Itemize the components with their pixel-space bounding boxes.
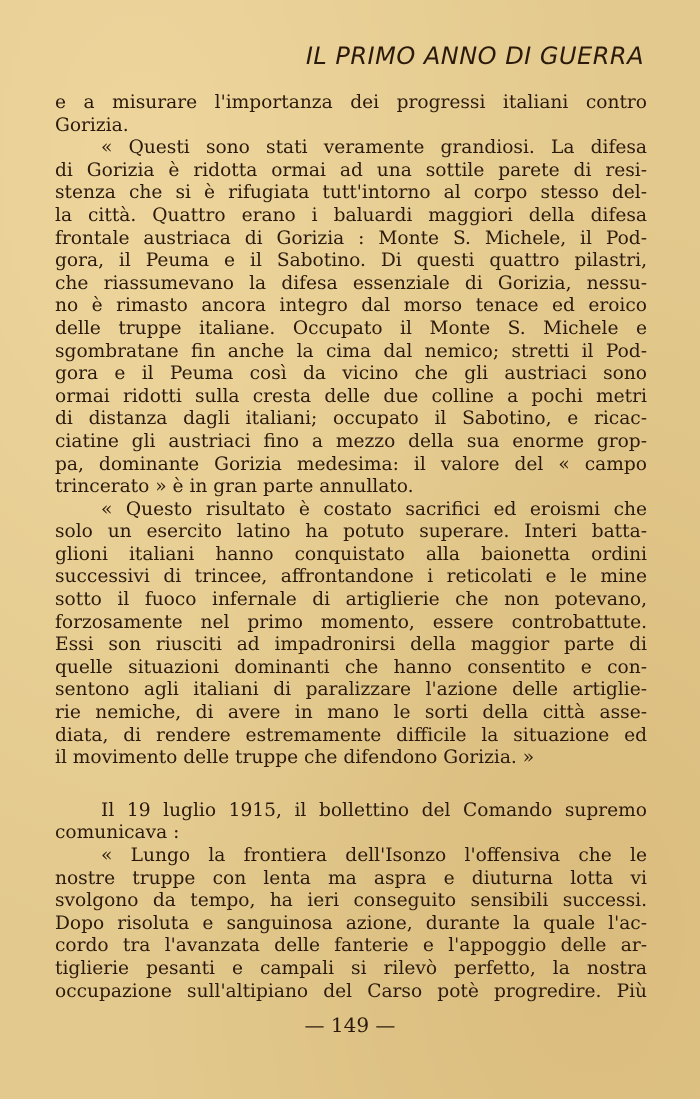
text-line: Essi son riusciti ad impadronirsi della maggior parte di — [55, 634, 647, 656]
text-line: tiglierie pesanti e campali si rilevò perfetto, la nostra — [55, 957, 647, 979]
text-line: solo un esercito latino ha potuto superare. Interi batta- — [55, 521, 647, 543]
running-header: IL PRIMO ANNO DI GUERRA — [305, 42, 644, 70]
text-line: glioni italiani hanno conquistato alla baionetta ordini — [55, 543, 647, 565]
text-line: di Gorizia è ridotta ormai ad una sottile parete di resi- — [55, 159, 647, 181]
text-line: svolgono da tempo, ha ieri conseguito sensibili successi. — [55, 890, 647, 912]
text-line: Gorizia. — [55, 114, 129, 136]
text-line: ciatine gli austriaci fino a mezzo della sua enorme grop- — [55, 430, 647, 452]
text-line: il movimento delle truppe che difendono Gorizia. » — [55, 747, 535, 769]
text-line: che riassumevano la difesa essenziale di Gorizia, nessu- — [55, 272, 647, 294]
text-line: cordo tra l'avanzata delle fanterie e l'appoggio delle ar- — [55, 935, 647, 957]
text-line: successivi di trincee, affrontandone i reticolati e le mine — [55, 566, 647, 588]
text-line: sgombratane fin anche la cima dal nemico; stretti il Pod- — [55, 340, 647, 362]
text-line: trincerato » è in gran parte annullato. — [55, 476, 414, 498]
text-line: frontale austriaca di Gorizia : Monte S. Michele, il Pod- — [55, 227, 647, 249]
page-number: — 149 — — [304, 1013, 396, 1037]
text-line: « Questo risultato è costato sacrifici ed eroismi che — [101, 498, 647, 520]
text-line: sentono agli italiani di paralizzare l'azione delle artiglie- — [55, 679, 647, 701]
text-line: e a misurare l'importanza dei progressi italiani contro — [55, 92, 647, 113]
text-line: occupazione sull'altipiano del Carso potè progredire. Più — [55, 980, 647, 1002]
text-line: comunicava : — [55, 822, 180, 844]
text-line: delle truppe italiane. Occupato il Monte S. Michele e — [55, 317, 647, 339]
text-line: Dopo risoluta e sanguinosa azione, durante la quale l'ac- — [55, 912, 647, 934]
text-line: nostre truppe con lenta ma aspra e diuturna lotta vi — [55, 867, 647, 889]
text-line: quelle situazioni dominanti che hanno consentito e con- — [55, 656, 647, 678]
text-line: di distanza dagli italiani; occupato il Sabotino, e ricac- — [55, 408, 647, 430]
paragraph-gap — [55, 770, 647, 800]
text-line: la città. Quattro erano i baluardi maggiori della difesa — [55, 204, 647, 226]
text-line: gora e il Peuma così da vicino che gli austriaci sono — [55, 363, 647, 385]
text-line: rie nemiche, di avere in mano le sorti della città asse- — [55, 702, 647, 724]
text-line: ormai ridotti sulla cresta delle due colline a pochi metri — [55, 385, 647, 407]
text-line: sotto il fuoco infernale di artiglierie che non potevano, — [55, 589, 647, 611]
text-line: Il 19 luglio 1915, il bollettino del Comando supremo — [101, 799, 647, 821]
text-line: stenza che si è rifugiata tutt'intorno al corpo stesso del- — [55, 182, 647, 204]
text-line: diata, di rendere estremamente difficile la situazione ed — [55, 724, 647, 746]
body-text — [55, 92, 647, 1003]
text-line: « Lungo la frontiera dell'Isonzo l'offensiva che le — [101, 845, 647, 866]
text-line: forzosamente nel primo momento, essere controbattute. — [55, 611, 647, 633]
text-line: pa, dominante Gorizia medesima: il valore del « campo — [55, 453, 647, 475]
text-line: no è rimasto ancora integro dal morso tenace ed eroico — [55, 295, 647, 317]
text-line: « Questi sono stati veramente grandiosi. La difesa — [101, 137, 647, 159]
text-line: gora, il Peuma e il Sabotino. Di questi quattro pilastri, — [55, 250, 647, 272]
